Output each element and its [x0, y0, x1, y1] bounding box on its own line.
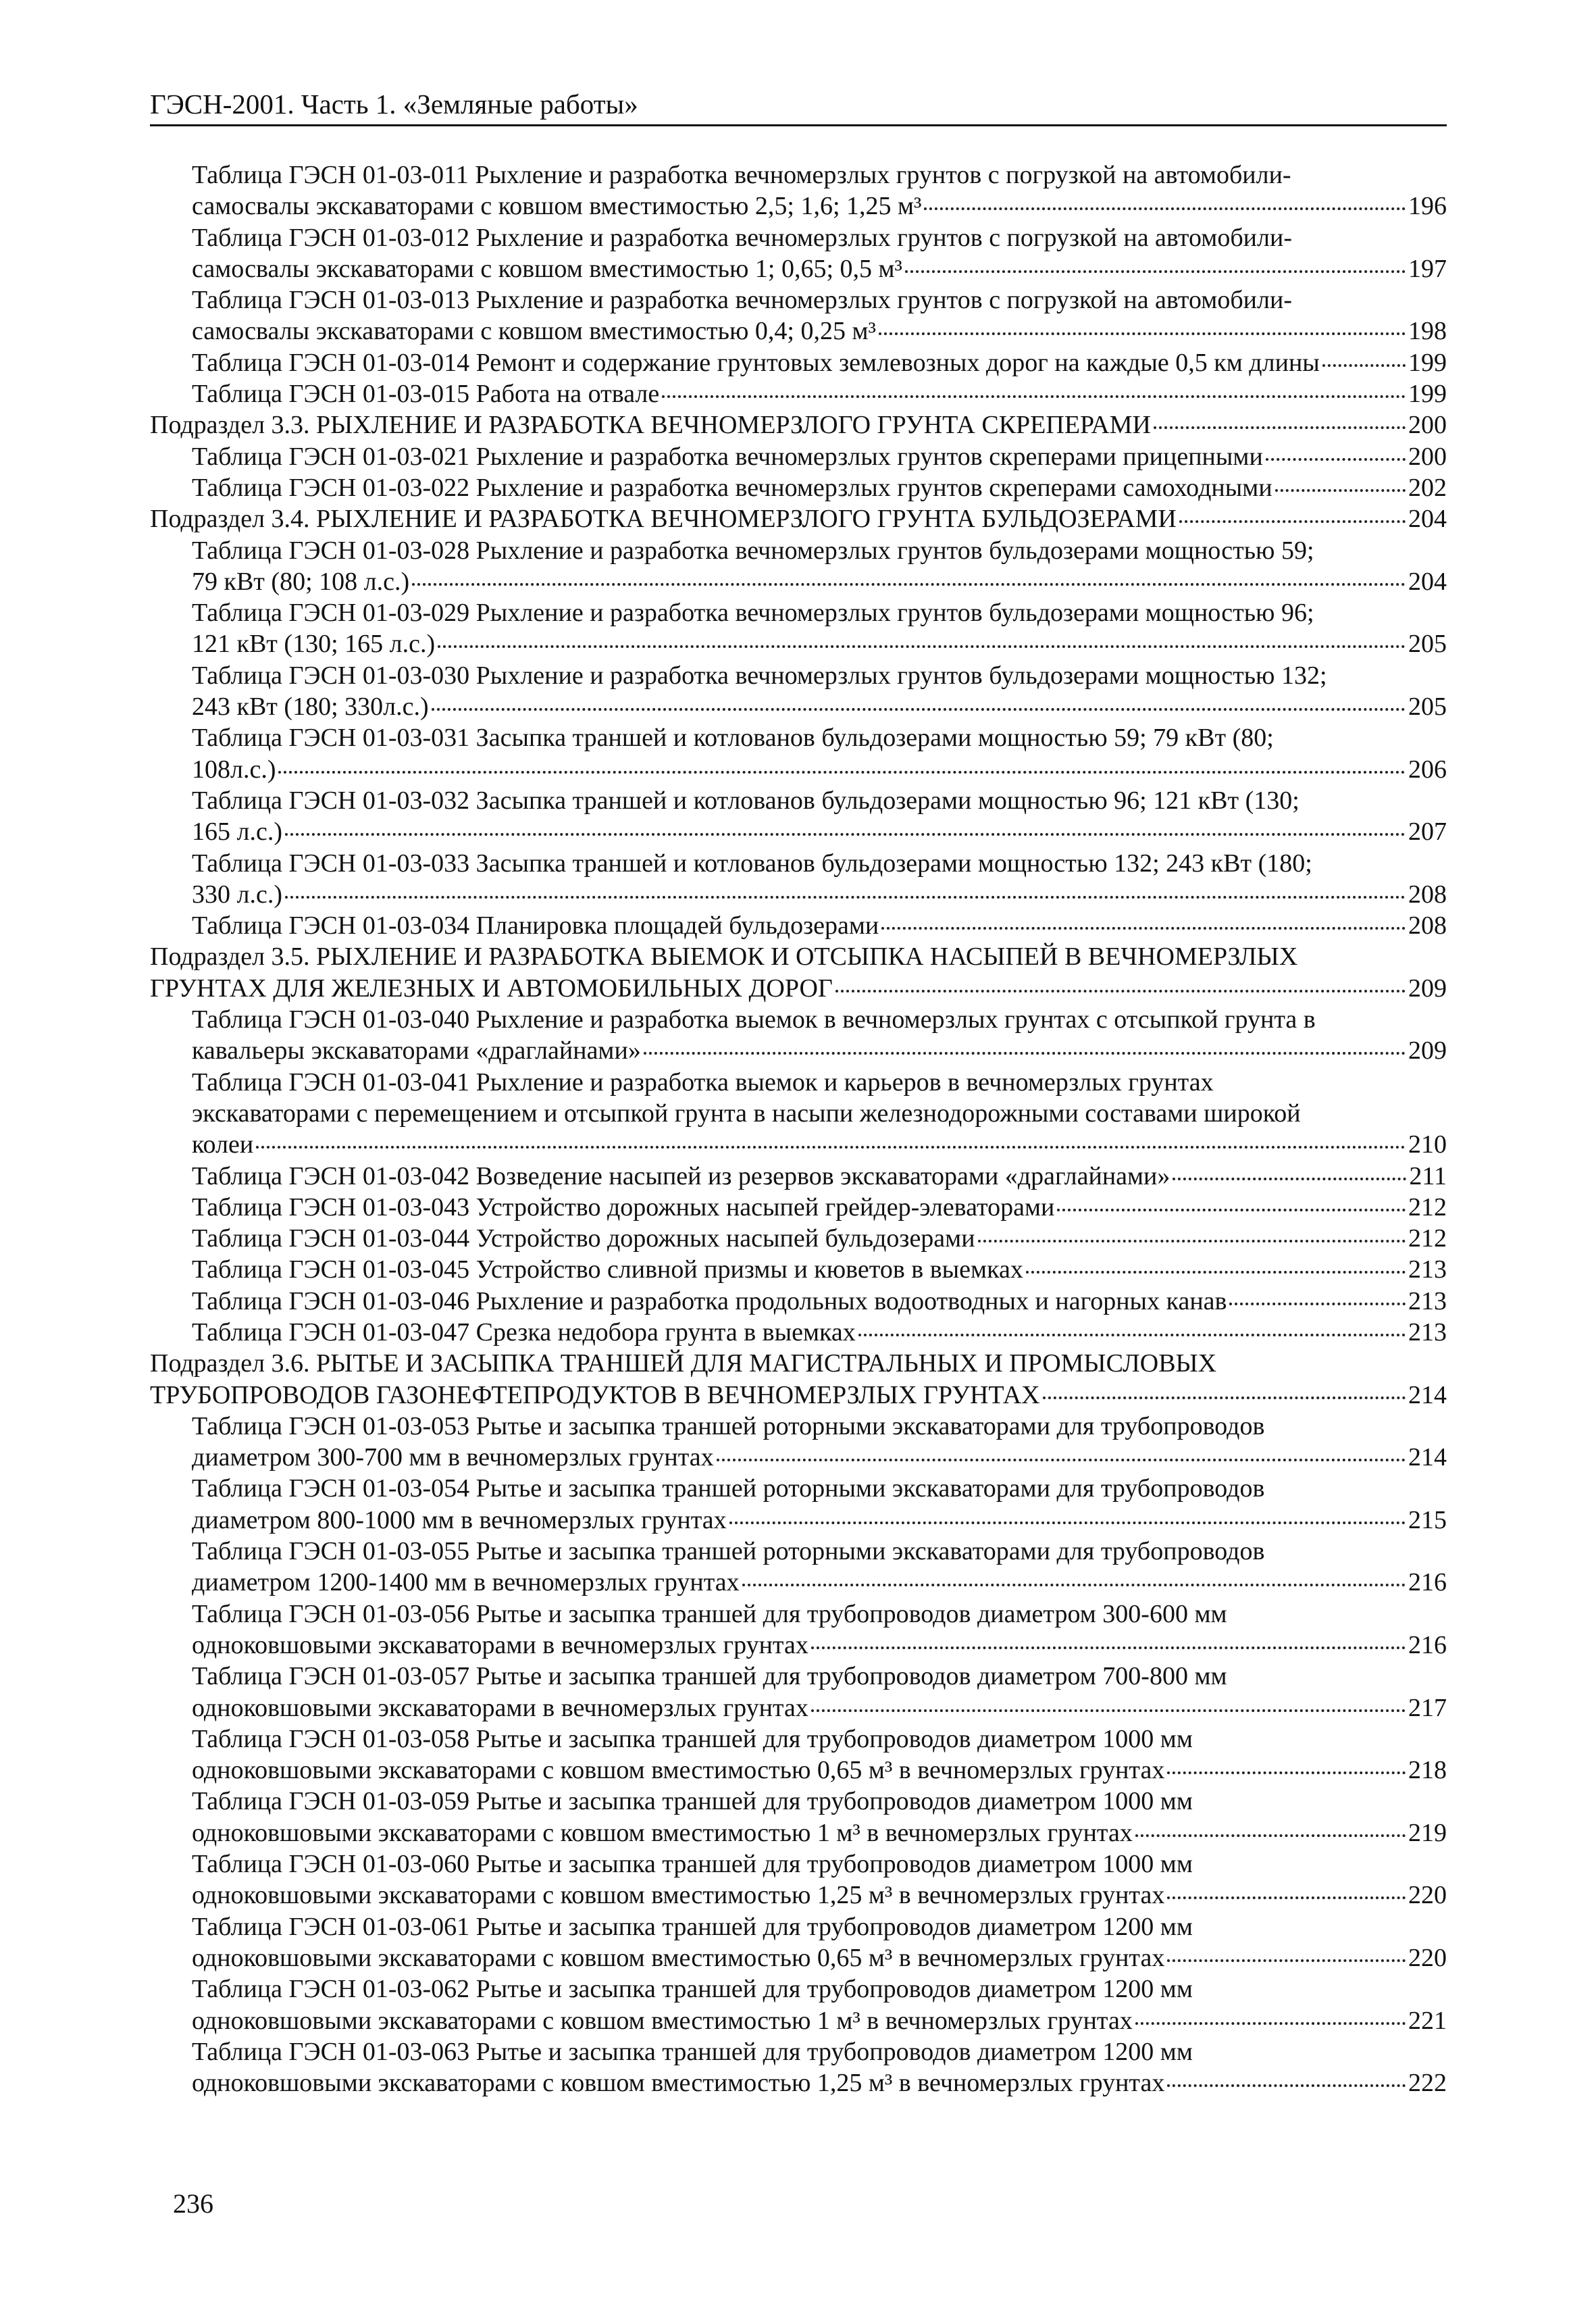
- toc-entry-line: [150, 1348, 1447, 1379]
- toc-entry-line: [192, 1880, 1447, 1911]
- toc-entry-text: экскаваторами с перемещением и отсыпкой грунта в насыпи железнодорожными составами широкой: [192, 1099, 1301, 1128]
- toc-page-number: 213: [1408, 1286, 1447, 1315]
- toc-table-entry: [150, 785, 1447, 848]
- toc-page-number: 196: [1408, 192, 1447, 221]
- toc-entry-line: [150, 973, 1447, 1004]
- dot-leader: [256, 1146, 1406, 1149]
- toc-table-entry: [150, 910, 1447, 941]
- toc-entry-line: [192, 722, 1447, 753]
- toc-entry-text: одноковшовыми экскаваторами с ковшом вместимостью 1,25 м³ в вечномерзлых грунтах: [192, 1881, 1165, 1910]
- toc-page-number: 205: [1408, 630, 1447, 659]
- toc-page-number: 219: [1408, 1818, 1447, 1847]
- toc-entry-line: [150, 941, 1447, 972]
- toc-entry-text: 243 кВт (180; 330л.с.): [192, 693, 429, 722]
- toc-entry-line: [192, 785, 1447, 816]
- dot-leader: [1229, 1303, 1406, 1305]
- toc-entry-line: [192, 441, 1447, 472]
- toc-entry-text: Таблица ГЭСН 01-03-061 Рытье и засыпка траншей для трубопроводов диаметром 1200 мм: [192, 1912, 1193, 1941]
- toc-entry-text: Таблица ГЭСН 01-03-063 Рытье и засыпка траншей для трубопроводов диаметром 1200 мм: [192, 2037, 1193, 2066]
- toc-table-entry: [150, 1254, 1447, 1285]
- toc-entry-line: [192, 284, 1447, 316]
- toc-page-number: 202: [1408, 473, 1447, 502]
- dot-leader: [924, 207, 1406, 210]
- toc-entry-text: одноковшовыми экскаваторами в вечномерзлых грунтах: [192, 1693, 808, 1722]
- toc-entry-text: 121 кВт (130; 165 л.с.): [192, 630, 436, 659]
- toc-subsection-entry: [150, 503, 1447, 534]
- toc-table-entry: [150, 1161, 1447, 1192]
- dot-leader: [905, 270, 1406, 273]
- toc-page-number: 212: [1408, 1224, 1447, 1253]
- toc-entry-text: Таблица ГЭСН 01-03-032 Засыпка траншей и котлованов бульдозерами мощностью 96; 121 кВт (130;: [192, 786, 1299, 815]
- toc-entry-line: [192, 1161, 1447, 1192]
- toc-table-entry: [150, 1536, 1447, 1599]
- dot-leader: [1043, 1397, 1406, 1399]
- toc-table-entry: [150, 1724, 1447, 1786]
- toc-entry-line: [192, 1724, 1447, 1755]
- toc-table-entry: [150, 378, 1447, 409]
- toc-entry-text: 79 кВт (80; 108 л.с.): [192, 567, 410, 596]
- toc-page-number: 217: [1408, 1693, 1447, 1722]
- toc-entry-line: [192, 566, 1447, 597]
- toc-page-number: 210: [1408, 1130, 1447, 1159]
- toc-entry-text: Таблица ГЭСН 01-03-033 Засыпка траншей и котлованов бульдозерами мощностью 132; 243 кВт (180;: [192, 849, 1312, 878]
- dot-leader: [1167, 1959, 1406, 1962]
- dot-leader: [432, 708, 1406, 711]
- toc-entry-line: [192, 1848, 1447, 1880]
- toc-entry-line: [192, 1661, 1447, 1692]
- toc-entry-text: самосвалы экскаваторами с ковшом вместимостью 1; 0,65; 0,5 м³: [192, 254, 902, 283]
- toc-page-number: 213: [1408, 1255, 1447, 1284]
- toc-subsection-entry: [150, 941, 1447, 1004]
- toc-entry-line: [192, 1067, 1447, 1098]
- toc-page-number: 218: [1408, 1756, 1447, 1785]
- toc-entry-text: Таблица ГЭСН 01-03-062 Рытье и засыпка траншей для трубопроводов диаметром 1200 мм: [192, 1975, 1193, 2004]
- toc-entry-text: Таблица ГЭСН 01-03-046 Рыхление и разработка продольных водоотводных и нагорных канав: [192, 1286, 1227, 1315]
- toc-table-entry: [150, 1599, 1447, 1661]
- dot-leader: [1167, 1771, 1406, 1774]
- toc-entry-text: самосвалы экскаваторами с ковшом вместимостью 2,5; 1,6; 1,25 м³: [192, 192, 922, 221]
- toc-page-number: 200: [1408, 411, 1447, 440]
- toc-entry-line: [192, 222, 1447, 253]
- toc-entry-line: [150, 409, 1447, 441]
- toc-page-number: 209: [1408, 974, 1447, 1003]
- toc-entry-text: Таблица ГЭСН 01-03-060 Рытье и засыпка траншей для трубопроводов диаметром 1000 мм: [192, 1850, 1193, 1879]
- dot-leader: [662, 395, 1406, 398]
- toc-entry-text: Таблица ГЭСН 01-03-058 Рытье и засыпка траншей для трубопроводов диаметром 1000 мм: [192, 1724, 1193, 1753]
- toc-entry-line: [192, 1286, 1447, 1317]
- toc-entry-text: диаметром 1200-1400 мм в вечномерзлых грунтах: [192, 1568, 740, 1597]
- toc-entry-text: Таблица ГЭСН 01-03-022 Рыхление и разработка вечномерзлых грунтов скреперами самоходными: [192, 473, 1272, 502]
- toc-table-entry: [150, 535, 1447, 598]
- dot-leader: [285, 833, 1406, 836]
- dot-leader: [1266, 458, 1406, 461]
- dot-leader: [879, 332, 1406, 335]
- dot-leader: [858, 1334, 1406, 1336]
- toc-entry-text: Таблица ГЭСН 01-03-054 Рытье и засыпка траншей роторными экскаваторами для трубопроводов: [192, 1474, 1265, 1503]
- toc-entry-line: [192, 754, 1447, 785]
- toc-entry-line: [192, 691, 1447, 722]
- toc-entry-text: Подраздел 3.3. РЫХЛЕНИЕ И РАЗРАБОТКА ВЕЧНОМЕРЗЛОГО ГРУНТА СКРЕПЕРАМИ: [150, 411, 1151, 440]
- toc-entry-line: [192, 1223, 1447, 1254]
- toc-entry-text: Таблица ГЭСН 01-03-056 Рытье и засыпка траншей для трубопроводов диаметром 300-600 мм: [192, 1599, 1227, 1628]
- toc-entry-text: Таблица ГЭСН 01-03-013 Рыхление и разработка вечномерзлых грунтов с погрузкой на автомобили-: [192, 286, 1292, 315]
- dot-leader: [644, 1052, 1406, 1055]
- toc-page-number: 200: [1408, 442, 1447, 471]
- toc-entry-line: [192, 1004, 1447, 1035]
- toc-table-entry: [150, 2036, 1447, 2099]
- toc-entry-line: [192, 1911, 1447, 1942]
- toc-entry-text: Таблица ГЭСН 01-03-041 Рыхление и разработка выемок и карьеров в вечномерзлых грунтах: [192, 1067, 1214, 1097]
- toc-entry-line: [192, 472, 1447, 503]
- toc-entry-line: [192, 2005, 1447, 2036]
- toc-entry-line: [192, 316, 1447, 347]
- toc-entry-line: [192, 1692, 1447, 1724]
- dot-leader: [1275, 489, 1406, 492]
- dot-leader: [1167, 1896, 1406, 1899]
- toc-entry-text: 108л.с.): [192, 755, 276, 784]
- toc-entry-line: [192, 1129, 1447, 1160]
- toc-entry-text: диаметром 800-1000 мм в вечномерзлых грунтах: [192, 1505, 727, 1534]
- dot-leader: [1057, 1209, 1406, 1211]
- toc-entry-line: [192, 1942, 1447, 1973]
- toc-entry-text: ТРУБОПРОВОДОВ ГАЗОНЕФТЕПРОДУКТОВ В ВЕЧНОМЕРЗЛЫХ ГРУНТАХ: [150, 1380, 1040, 1409]
- toc-entry-line: [192, 910, 1447, 941]
- toc-entry-line: [192, 816, 1447, 847]
- toc-entry-text: Таблица ГЭСН 01-03-042 Возведение насыпей из резервов экскаваторами «драглайнами»: [192, 1161, 1170, 1190]
- toc-table-entry: [150, 1848, 1447, 1911]
- dot-leader: [742, 1584, 1406, 1586]
- toc-entry-text: 330 л.с.): [192, 880, 282, 909]
- toc-entry-line: [192, 1442, 1447, 1473]
- toc-page-number: 208: [1408, 880, 1447, 909]
- toc-table-entry: [150, 722, 1447, 785]
- toc-entry-text: Таблица ГЭСН 01-03-014 Ремонт и содержание грунтовых землевозных дорог на каждые 0,5 км длины: [192, 348, 1320, 377]
- toc-entry-line: [150, 1380, 1447, 1411]
- toc-entry-text: одноковшовыми экскаваторами с ковшом вместимостью 1 м³ в вечномерзлых грунтах: [192, 1818, 1133, 1847]
- toc-entry-text: Таблица ГЭСН 01-03-053 Рытье и засыпка траншей роторными экскаваторами для трубопроводов: [192, 1411, 1265, 1440]
- toc-page-number: 221: [1408, 2006, 1447, 2035]
- toc-entry-line: [192, 1098, 1447, 1129]
- dot-leader: [1026, 1271, 1406, 1274]
- toc-table-entry: [150, 1223, 1447, 1254]
- toc-page-number: 199: [1408, 380, 1447, 409]
- toc-entry-text: Таблица ГЭСН 01-03-030 Рыхление и разработка вечномерзлых грунтов бульдозерами мощностью 132;: [192, 661, 1327, 690]
- toc-page-number: 215: [1408, 1505, 1447, 1534]
- toc-page-number: 198: [1408, 317, 1447, 346]
- toc-entry-line: [192, 535, 1447, 566]
- running-header-title: ГЭСН-2001. Часть 1. «Земляные работы»: [150, 89, 638, 120]
- toc-entry-text: Таблица ГЭСН 01-03-045 Устройство сливной призмы и кюветов в выемках: [192, 1255, 1023, 1284]
- toc-page-number: 213: [1408, 1317, 1447, 1347]
- toc-entry-line: [192, 1035, 1447, 1066]
- header-rule: [150, 124, 1447, 126]
- toc-table-entry: [150, 1317, 1447, 1348]
- toc-entry-text: Таблица ГЭСН 01-03-012 Рыхление и разработка вечномерзлых грунтов с погрузкой на автомобили-: [192, 223, 1292, 252]
- running-header: [150, 86, 1447, 126]
- toc-page-number: 216: [1408, 1568, 1447, 1597]
- toc-page-number: 216: [1408, 1630, 1447, 1659]
- toc-entry-line: [192, 660, 1447, 691]
- toc-entry-text: Таблица ГЭСН 01-03-031 Засыпка траншей и котлованов бульдозерами мощностью 59; 79 кВт (80;: [192, 724, 1274, 753]
- toc-entry-line: [192, 1599, 1447, 1630]
- toc-table-entry: [150, 660, 1447, 723]
- toc-entry-line: [192, 1505, 1447, 1536]
- dot-leader: [1135, 1834, 1406, 1837]
- toc-entry-line: [192, 1567, 1447, 1598]
- toc-entry-text: 165 л.с.): [192, 818, 282, 847]
- toc-entry-text: Таблица ГЭСН 01-03-057 Рытье и засыпка траншей для трубопроводов диаметром 700-800 мм: [192, 1662, 1227, 1691]
- toc-entry-text: самосвалы экскаваторами с ковшом вместимостью 0,4; 0,25 м³: [192, 317, 876, 346]
- toc-table-entry: [150, 284, 1447, 347]
- toc-entry-text: Подраздел 3.5. РЫХЛЕНИЕ И РАЗРАБОТКА ВЫЕМОК И ОТСЫПКА НАСЫПЕЙ В ВЕЧНОМЕРЗЛЫХ: [150, 942, 1298, 972]
- dot-leader: [1154, 426, 1406, 429]
- toc-entry-line: [192, 1411, 1447, 1442]
- toc-table-entry: [150, 1473, 1447, 1536]
- toc-table-entry: [150, 1067, 1447, 1161]
- toc-entry-line: [192, 1786, 1447, 1817]
- toc-entry-line: [192, 1254, 1447, 1285]
- toc-page-number: 209: [1408, 1036, 1447, 1065]
- toc-entry-line: [192, 879, 1447, 910]
- toc-table-entry: [150, 1786, 1447, 1848]
- toc-entry-text: одноковшовыми экскаваторами с ковшом вместимостью 1,25 м³ в вечномерзлых грунтах: [192, 2069, 1165, 2098]
- toc-entry-line: [192, 1473, 1447, 1504]
- page-number: 236: [173, 2188, 213, 2219]
- toc-entry-line: [192, 848, 1447, 879]
- dot-leader: [278, 771, 1406, 774]
- toc-table-entry: [150, 848, 1447, 911]
- toc-entry-line: [192, 378, 1447, 409]
- dot-leader: [1179, 520, 1406, 523]
- toc-entry-line: [192, 1973, 1447, 2005]
- toc-entry-text: колеи: [192, 1130, 254, 1159]
- dot-leader: [285, 896, 1406, 899]
- toc-entry-text: диаметром 300-700 мм в вечномерзлых грунтах: [192, 1443, 714, 1472]
- toc-entry-text: Таблица ГЭСН 01-03-055 Рытье и засыпка траншей роторными экскаваторами для трубопроводов: [192, 1537, 1265, 1566]
- toc-page-number: 204: [1408, 567, 1447, 596]
- toc-entry-text: Таблица ГЭСН 01-03-029 Рыхление и разработка вечномерзлых грунтов бульдозерами мощностью 96;: [192, 599, 1314, 628]
- toc-table-entry: [150, 1004, 1447, 1067]
- toc-entry-text: Таблица ГЭСН 01-03-028 Рыхление и разработка вечномерзлых грунтов бульдозерами мощностью 59;: [192, 536, 1314, 565]
- toc-entry-text: Таблица ГЭСН 01-03-034 Планировка площадей бульдозерами: [192, 911, 879, 940]
- toc-page-number: 222: [1408, 2069, 1447, 2098]
- toc-page-number: 214: [1408, 1443, 1447, 1472]
- toc-entry-line: [192, 597, 1447, 628]
- toc-subsection-entry: [150, 409, 1447, 441]
- toc-page-number: 199: [1408, 348, 1447, 377]
- toc-entry-text: одноковшовыми экскаваторами в вечномерзлых грунтах: [192, 1630, 808, 1659]
- toc-entry-text: Таблица ГЭСН 01-03-021 Рыхление и разработка вечномерзлых грунтов скреперами прицепными: [192, 442, 1263, 471]
- dot-leader: [978, 1240, 1406, 1242]
- toc-page-number: 214: [1408, 1380, 1447, 1409]
- toc-table-entry: [150, 441, 1447, 472]
- toc-entry-line: [192, 628, 1447, 659]
- toc-entry-text: Таблица ГЭСН 01-03-059 Рытье и засыпка траншей для трубопроводов диаметром 1000 мм: [192, 1787, 1193, 1816]
- toc-entry-line: [192, 191, 1447, 222]
- toc-entry-text: кавальеры экскаваторами «драглайнами»: [192, 1036, 641, 1065]
- toc-subsection-entry: [150, 1348, 1447, 1411]
- toc-page-number: 206: [1408, 755, 1447, 784]
- toc-entry-text: одноковшовыми экскаваторами с ковшом вместимостью 0,65 м³ в вечномерзлых грунтах: [192, 1943, 1165, 1972]
- toc-page-number: 208: [1408, 911, 1447, 940]
- dot-leader: [438, 645, 1406, 648]
- toc-entry-text: ГРУНТАХ ДЛЯ ЖЕЛЕЗНЫХ И АВТОМОБИЛЬНЫХ ДОРОГ: [150, 974, 833, 1003]
- toc-entry-line: [150, 503, 1447, 534]
- toc-entry-line: [192, 1817, 1447, 1848]
- toc-table-entry: [150, 472, 1447, 503]
- toc-entry-line: [192, 1755, 1447, 1786]
- toc-page-number: 211: [1409, 1161, 1447, 1190]
- toc-entry-line: [192, 1630, 1447, 1661]
- toc-table-entry: [150, 1286, 1447, 1317]
- toc-table-entry: [150, 1411, 1447, 1474]
- toc-entry-text: Таблица ГЭСН 01-03-040 Рыхление и разработка выемок в вечномерзлых грунтах с отсыпкой грунта в: [192, 1005, 1316, 1034]
- toc-page-number: 212: [1408, 1192, 1447, 1222]
- dot-leader: [1322, 364, 1406, 367]
- toc-entry-line: [192, 2067, 1447, 2098]
- toc-page-number: 220: [1408, 1881, 1447, 1910]
- toc-table-entry: [150, 1661, 1447, 1724]
- toc-table-entry: [150, 222, 1447, 285]
- toc-table-entry: [150, 1973, 1447, 2036]
- toc-entry-line: [192, 159, 1447, 191]
- toc-entry-line: [192, 1317, 1447, 1348]
- toc-entry-text: одноковшовыми экскаваторами с ковшом вместимостью 0,65 м³ в вечномерзлых грунтах: [192, 1756, 1165, 1785]
- toc-entry-line: [192, 2036, 1447, 2067]
- toc-table-entry: [150, 1911, 1447, 1974]
- dot-leader: [1135, 2022, 1406, 2025]
- dot-leader: [1173, 1178, 1406, 1180]
- toc-entry-text: Подраздел 3.4. РЫХЛЕНИЕ И РАЗРАБОТКА ВЕЧНОМЕРЗЛОГО ГРУНТА БУЛЬДОЗЕРАМИ: [150, 505, 1177, 534]
- toc-entry-text: одноковшовыми экскаваторами с ковшом вместимостью 1 м³ в вечномерзлых грунтах: [192, 2006, 1133, 2035]
- toc-entry-line: [192, 1192, 1447, 1223]
- dot-leader: [811, 1646, 1406, 1649]
- toc-page-number: 220: [1408, 1943, 1447, 1972]
- toc-table-entry: [150, 159, 1447, 222]
- toc-entry-text: Таблица ГЭСН 01-03-044 Устройство дорожных насыпей бульдозерами: [192, 1224, 975, 1253]
- dot-leader: [811, 1709, 1406, 1712]
- dot-leader: [729, 1521, 1406, 1524]
- table-of-contents: [150, 159, 1447, 2098]
- toc-entry-line: [192, 253, 1447, 284]
- toc-page-number: 207: [1408, 818, 1447, 847]
- toc-page-number: 197: [1408, 254, 1447, 283]
- toc-table-entry: [150, 1192, 1447, 1223]
- toc-entry-text: Таблица ГЭСН 01-03-043 Устройство дорожных насыпей грейдер-элеваторами: [192, 1192, 1055, 1222]
- dot-leader: [1167, 2084, 1406, 2087]
- toc-table-entry: [150, 597, 1447, 660]
- toc-page-number: 204: [1408, 505, 1447, 534]
- toc-entry-line: [192, 1536, 1447, 1567]
- toc-entry-text: Таблица ГЭСН 01-03-015 Работа на отвале: [192, 380, 660, 409]
- dot-leader: [835, 990, 1406, 992]
- dot-leader: [881, 927, 1406, 930]
- toc-entry-line: [192, 347, 1447, 378]
- toc-entry-text: Таблица ГЭСН 01-03-011 Рыхление и разработка вечномерзлых грунтов с погрузкой на автомобили-: [192, 161, 1291, 189]
- toc-entry-text: Таблица ГЭСН 01-03-047 Срезка недобора грунта в выемках: [192, 1317, 856, 1347]
- dot-leader: [412, 583, 1406, 586]
- toc-page-number: 205: [1408, 693, 1447, 722]
- dot-leader: [717, 1459, 1406, 1461]
- toc-entry-text: Подраздел 3.6. РЫТЬЕ И ЗАСЫПКА ТРАНШЕЙ ДЛЯ МАГИСТРАЛЬНЫХ И ПРОМЫСЛОВЫХ: [150, 1349, 1217, 1378]
- toc-table-entry: [150, 347, 1447, 378]
